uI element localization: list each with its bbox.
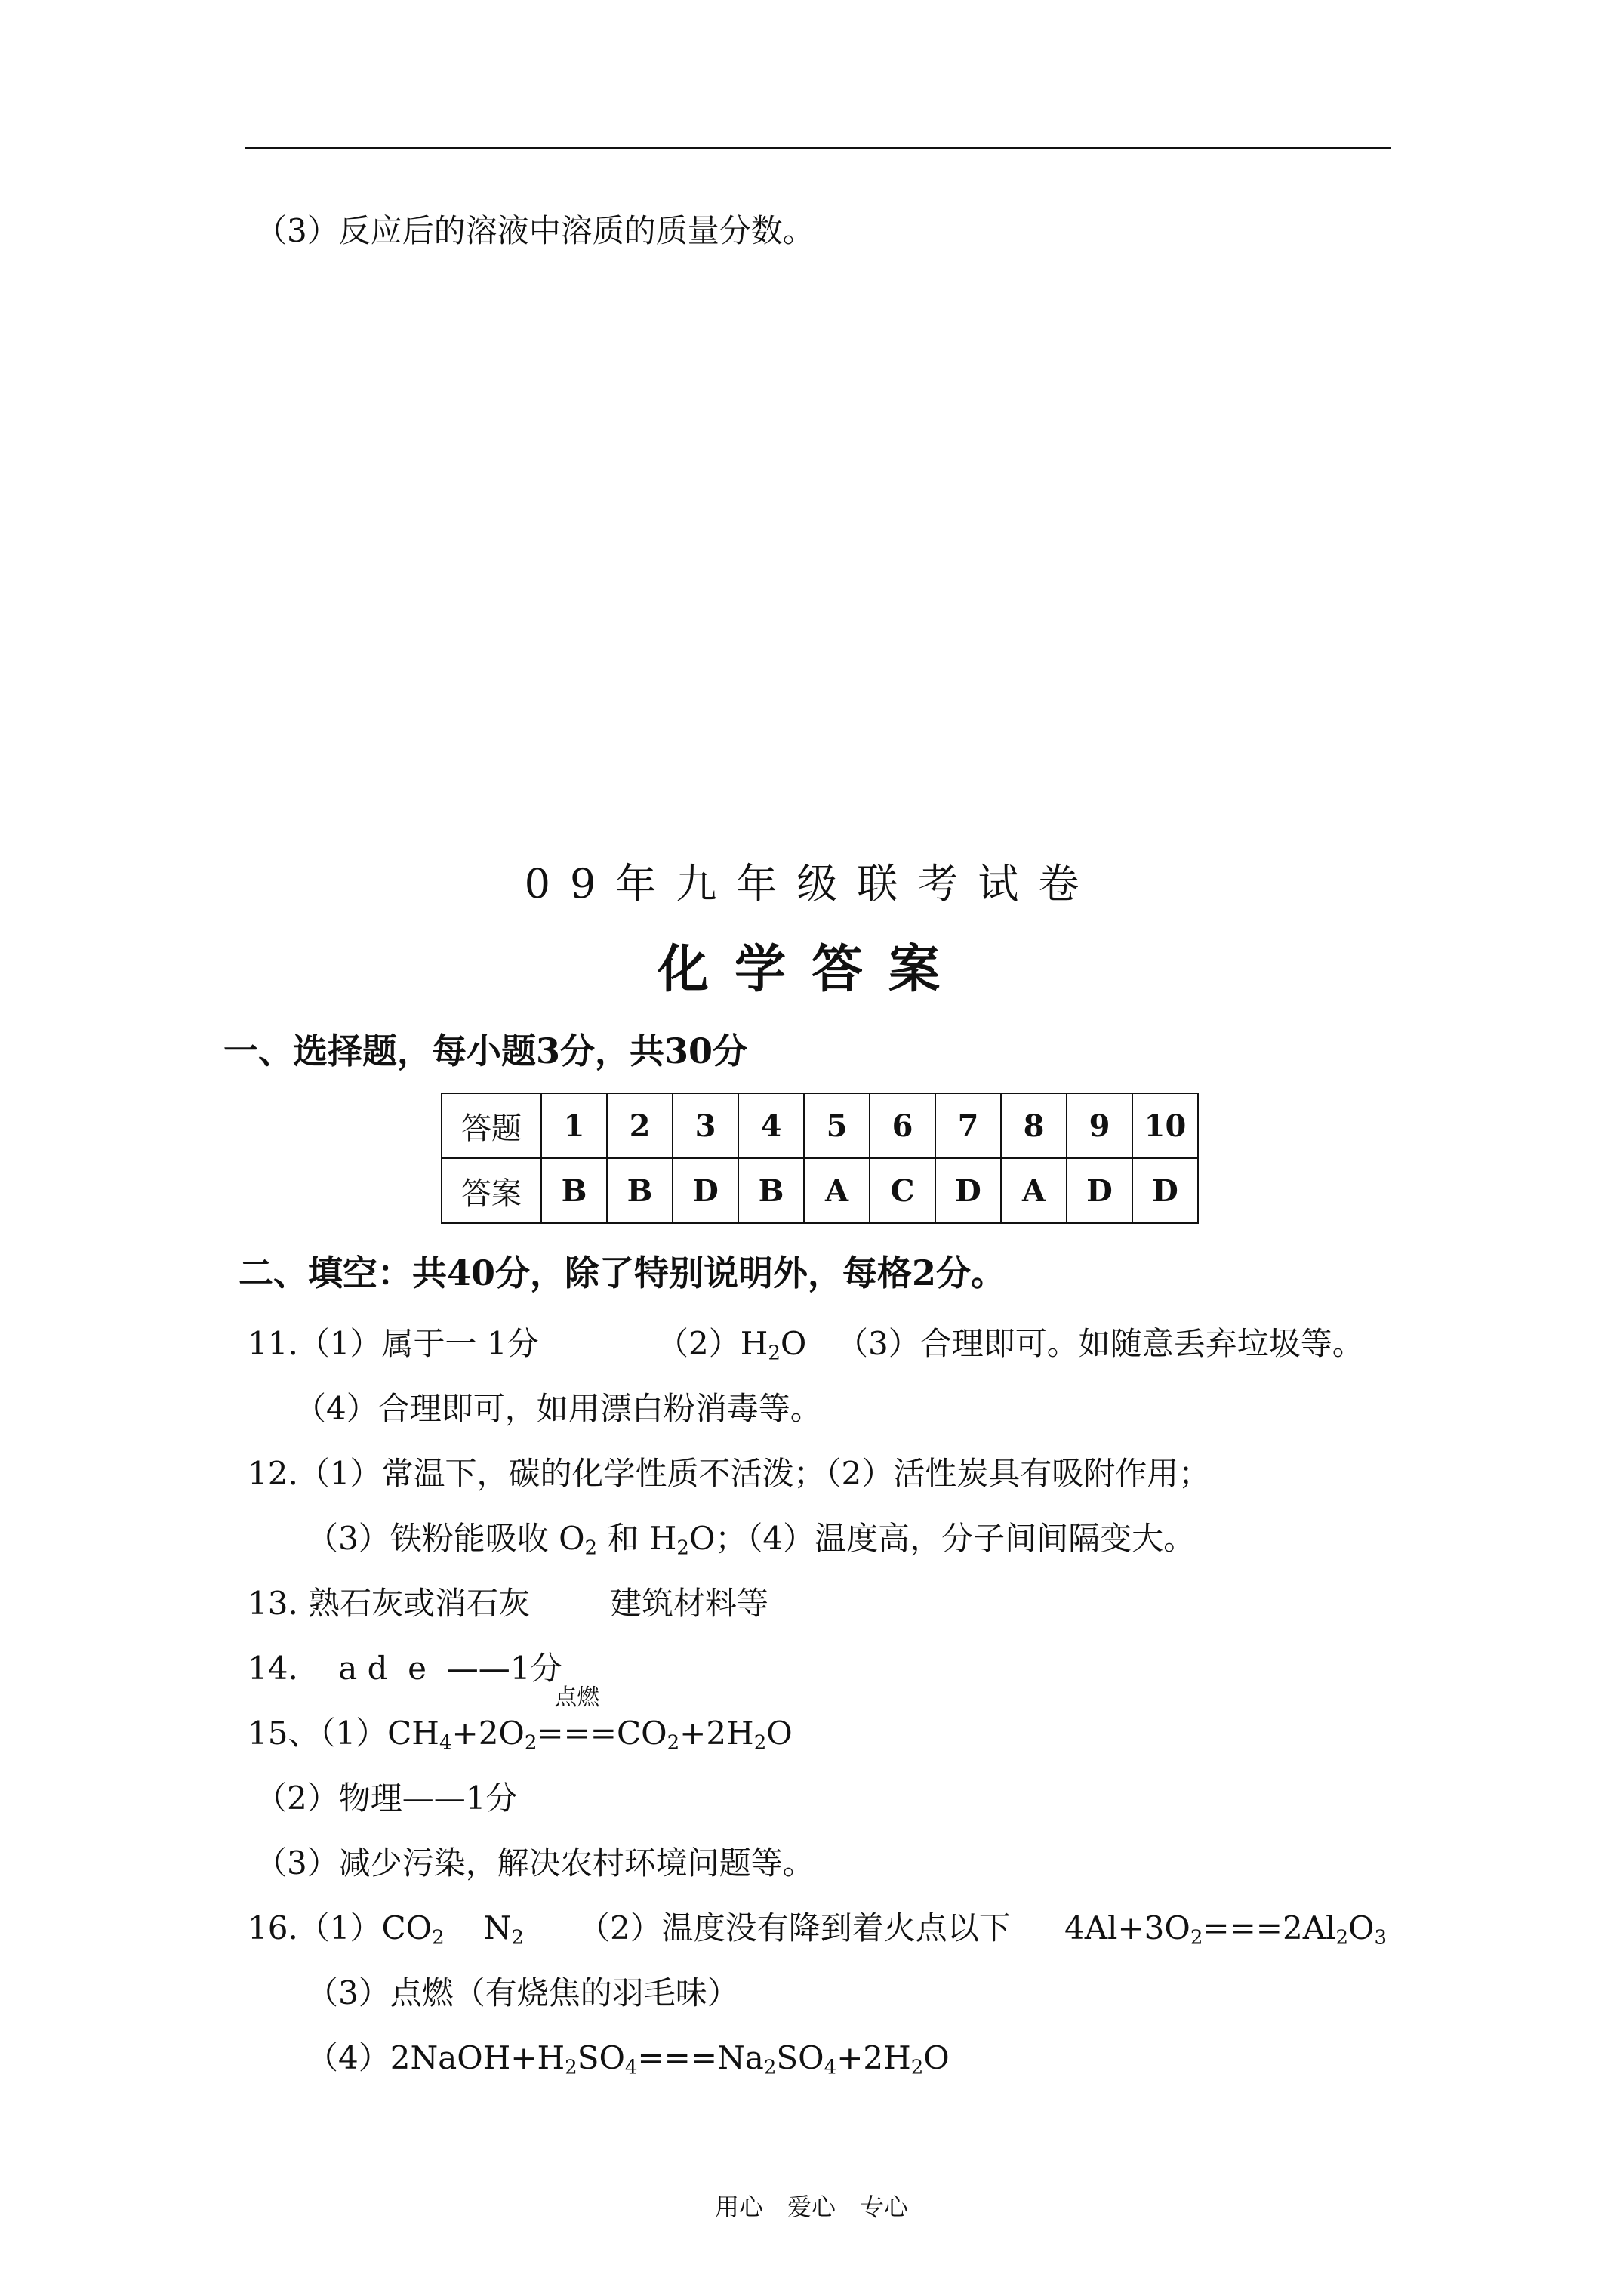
question-number-10: 10 — [1132, 1093, 1198, 1158]
page-footer: 用心 爱心 专心 — [714, 2193, 908, 2221]
answer-5: A — [804, 1158, 870, 1223]
answer-6: C — [870, 1158, 935, 1223]
answer-2: B — [607, 1158, 673, 1223]
q12-line2: （3）铁粉能吸收 $O_2$ 和 $H_2O$；（4）温度高，分子间间隔变大。 — [306, 1520, 1196, 1560]
q11-part2: $(2)H_2O$ — [657, 1325, 807, 1365]
q16-line2: （3）点燃（有烧焦的羽毛味） — [306, 1974, 739, 2011]
q15-equation: 15、$(1)CH_4+2O_2$ 点燃 $===CO_2+2H_2O$ — [248, 1684, 793, 1755]
question-number-8: 8 — [1001, 1093, 1067, 1158]
question-number-6: 6 — [870, 1093, 935, 1158]
answer-title: 化学答案 — [657, 939, 965, 1000]
header-rule — [245, 147, 1391, 149]
q11-part3: （3）合理即可。如随意丢弃垃圾等。 — [836, 1325, 1364, 1362]
question-number-1: 1 — [541, 1093, 607, 1158]
q16-part3: $4Al+3O_2===2Al_2O_3$ — [1064, 1909, 1387, 1949]
q16-part2: （2）温度没有降到着火点以下 — [578, 1909, 1011, 1946]
reaction-condition: 点燃 === — [537, 1684, 617, 1752]
q15-line3: （3）减少污染，解决农村环境问题等。 — [255, 1845, 815, 1881]
q11-part4: （4）合理即可，如用漂白粉消毒等。 — [294, 1390, 822, 1427]
table-row-answers — [442, 1158, 1198, 1223]
row-label-answers: 答案 — [442, 1158, 541, 1223]
answer-7: D — [935, 1158, 1001, 1223]
q13-part1: 13. 熟石灰或消石灰 — [248, 1585, 531, 1622]
question-number-9: 9 — [1067, 1093, 1132, 1158]
q16-part1: $16.(1)CO_2$ $N_2$ — [248, 1909, 524, 1949]
answer-3: D — [673, 1158, 738, 1223]
question-3-text: （3）反应后的溶液中溶质的质量分数。 — [255, 212, 815, 249]
exam-title: 09年九年级联考试卷 — [524, 860, 1099, 908]
q15-line2: （2）物理——1分 — [255, 1780, 518, 1817]
question-number-5: 5 — [804, 1093, 870, 1158]
question-number-3: 3 — [673, 1093, 738, 1158]
question-number-4: 4 — [738, 1093, 804, 1158]
answer-8: A — [1001, 1158, 1067, 1223]
q16-line3: $(4)2NaOH+H_2SO_4===Na_2SO_4+2H_2O$ — [306, 2039, 950, 2079]
section-2-heading: 二、填空：共40分，除了特别说明外，每格2分。 — [239, 1253, 1006, 1293]
question-number-2: 2 — [607, 1093, 673, 1158]
question-number-7: 7 — [935, 1093, 1001, 1158]
row-label-questions: 答题 — [442, 1093, 541, 1158]
answer-1: B — [541, 1158, 607, 1223]
answer-10: D — [1132, 1158, 1198, 1223]
q12-line1: 12.（1）常温下，碳的化学性质不活泼；（2）活性炭具有吸附作用； — [248, 1455, 1211, 1492]
answer-9: D — [1067, 1158, 1132, 1223]
q13-part2: 建筑材料等 — [610, 1585, 769, 1622]
q11-part1: 11.（1）属于一 1分 — [248, 1325, 539, 1362]
answer-table — [441, 1093, 1199, 1224]
section-1-heading: 一、选择题，每小题3分，共30分 — [223, 1031, 748, 1071]
q14-answer: 14. a d e ——1分 — [248, 1650, 562, 1687]
table-row-questions — [442, 1093, 1198, 1158]
answer-4: B — [738, 1158, 804, 1223]
